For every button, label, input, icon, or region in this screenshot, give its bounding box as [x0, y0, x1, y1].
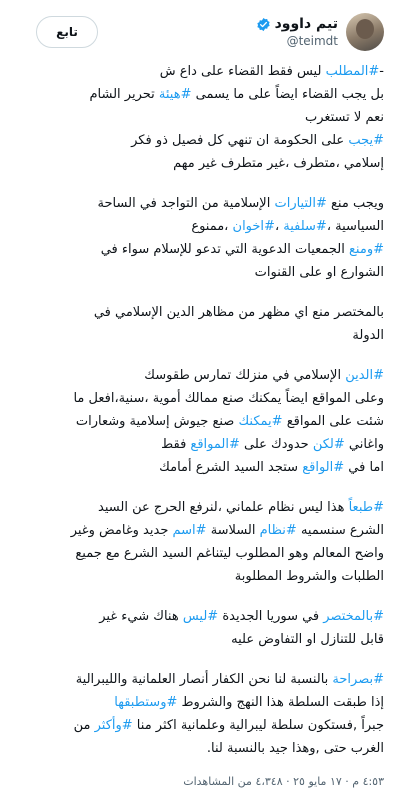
tweet-line	[16, 565, 384, 588]
tweet-text-segment: إسلامي ،متطرف ،غير متطرف غير مهم	[173, 156, 384, 171]
tweet-line	[16, 496, 384, 519]
author-handle[interactable]: @teimdt	[286, 34, 338, 48]
paragraph-gap	[16, 651, 384, 668]
paragraph-gap	[16, 175, 384, 192]
tweet-text-segment: ليس فقط القضاء على داع ش	[159, 64, 326, 79]
tweet-line	[16, 238, 384, 261]
tweet-text-segment: صنع جيوش إسلامية وشعارات	[75, 414, 239, 429]
tweet-text-segment: الإسلامي في منزلك تمارس طقوسك	[144, 368, 346, 383]
tweet-line	[16, 456, 384, 479]
tweet-text	[16, 60, 384, 760]
hashtag-link[interactable]: #سلفية	[283, 219, 327, 234]
hashtag-link[interactable]: #الدين	[345, 368, 384, 383]
tweet-text-segment: الشرع سنسميه	[296, 523, 384, 538]
tweet-line	[16, 106, 384, 129]
tweet-line	[16, 433, 384, 456]
view-count: ٤،٣٤٨	[255, 775, 283, 788]
name-row	[256, 16, 338, 32]
hashtag-link[interactable]: #نظام	[259, 523, 297, 538]
tweet-text-segment: ،	[274, 219, 284, 234]
hashtag-link[interactable]: #بصراحة	[332, 672, 384, 687]
tweet-text-segment: الشوارع او على القنوات	[254, 265, 384, 280]
view-count-label: من المشاهدات	[183, 775, 252, 788]
tweet-line	[16, 83, 384, 106]
hashtag-link[interactable]: #المواقع	[190, 437, 240, 452]
tweet-text-segment: -	[379, 64, 384, 79]
tweet-text-segment: تحرير الشام	[89, 87, 159, 102]
tweet-line	[16, 152, 384, 175]
hashtag-link[interactable]: #ليس	[182, 609, 219, 624]
tweet-line	[16, 668, 384, 691]
meta-separator: ·	[282, 775, 290, 788]
author-block[interactable]	[256, 13, 384, 51]
tweet-line	[16, 129, 384, 152]
verified-badge-icon	[256, 17, 271, 32]
hashtag-link[interactable]: #ومنع	[349, 242, 384, 257]
author-display-name[interactable]: تيم داوود	[274, 16, 338, 32]
tweet-line	[16, 542, 384, 565]
tweet-text-segment: الجمعيات الدعوية التي تدعو للإسلام سواء في	[100, 242, 350, 257]
tweet-text-segment: جبراً ,فستكون سلطة ليبرالية وعلمانية اكثر منا	[132, 718, 384, 733]
tweet-text-segment: بالنسبة لنا نحن الكفار أنصار العلمانية والليبرالية	[75, 672, 333, 687]
follow-button[interactable]: تابع	[36, 16, 98, 48]
author-names	[256, 16, 338, 48]
tweet-text-segment: الطلبات والشروط المطلوبة	[234, 569, 384, 584]
tweet-text-segment: هذا ليس نظام علماني ،لنرفع الحرج عن السيد	[98, 500, 349, 515]
hashtag-link[interactable]: #بالمختصر	[323, 609, 384, 624]
tweet-text-segment: السلاسة	[206, 523, 260, 538]
tweet-text-segment: قابل للتنازل او التفاوض عليه	[231, 632, 384, 647]
paragraph-gap	[16, 284, 384, 301]
paragraph-gap	[16, 347, 384, 364]
hashtag-link[interactable]: #اسم	[172, 523, 207, 538]
hashtag-link[interactable]: #يمكنك	[238, 414, 283, 429]
hashtag-link[interactable]: #المطلب	[325, 64, 380, 79]
tweet-text-segment: الإسلامية من التواجد في الساحة	[97, 196, 275, 211]
tweet-text-segment: واغاني	[344, 437, 384, 452]
tweet-text-segment: بل يجب القضاء ايضاً على ما يسمى	[191, 87, 384, 102]
tweet-line	[16, 605, 384, 628]
tweet-line	[16, 261, 384, 284]
tweet-meta	[16, 775, 384, 788]
tweet-timestamp[interactable]: ٤:٥٣ م · ١٧ مايو ٢٥	[293, 775, 384, 788]
tweet-line	[16, 691, 384, 714]
tweet-text-segment: بالمختصر منع اي مظهر من مظاهر الدين الإسلامي في	[93, 305, 384, 320]
paragraph-gap	[16, 588, 384, 605]
tweet-text-segment: جديد وغامض وغير	[70, 523, 173, 538]
tweet-line	[16, 714, 384, 737]
tweet-text-segment: اما في	[344, 460, 384, 475]
hashtag-link[interactable]: #وستطبقها	[114, 695, 178, 710]
tweet-text-segment: شئت على المواقع	[282, 414, 384, 429]
tweet-line	[16, 387, 384, 410]
tweet-line	[16, 60, 384, 83]
tweet-text-segment: على الحكومة ان تنهي كل فصيل ذو فكر	[131, 133, 349, 148]
tweet-text-segment: ،ممنوع	[191, 219, 233, 234]
hashtag-link[interactable]: #الواقع	[302, 460, 345, 475]
tweet-line	[16, 301, 384, 324]
tweet-text-segment: فقط	[161, 437, 191, 452]
tweet-text-segment: هناك شيء غير	[99, 609, 183, 624]
tweet-line	[16, 364, 384, 387]
tweet-line	[16, 628, 384, 651]
tweet-text-segment: نعم لا تستغرب	[304, 110, 384, 125]
tweet-text-segment: حدودك على	[239, 437, 313, 452]
avatar[interactable]	[346, 13, 384, 51]
tweet-text-segment: واضح المعالم وهو المطلوب ليتناغم السيد الشرع مع جميع	[75, 546, 384, 561]
tweet-line	[16, 192, 384, 215]
tweet-text-segment: وعلى المواقع ايضاً يمكنك صنع ممالك أموية ،سنية،افعل ما	[73, 391, 384, 406]
tweet-text-segment: إذا طبقت السلطة هذا النهج والشروط	[177, 695, 384, 710]
paragraph-gap	[16, 479, 384, 496]
hashtag-link[interactable]: #وأكثر	[94, 718, 133, 733]
tweet-line	[16, 324, 384, 347]
tweet-line	[16, 519, 384, 542]
tweet-text-segment: في سوريا الجديدة	[218, 609, 324, 624]
tweet-header	[16, 10, 384, 54]
hashtag-link[interactable]: #اخوان	[232, 219, 275, 234]
tweet-text-segment: الدولة	[352, 328, 384, 343]
hashtag-link[interactable]: #يجب	[348, 133, 384, 148]
hashtag-link[interactable]: #هيئة	[158, 87, 192, 102]
tweet-text-segment: ستجد السيد الشرع أمامك	[159, 460, 303, 475]
tweet-line	[16, 737, 384, 760]
tweet-text-segment: الغرب حتى ,وهذا جيد بالنسبة لنا.	[206, 741, 384, 756]
hashtag-link[interactable]: #التيارات	[274, 196, 327, 211]
hashtag-link[interactable]: #لكن	[312, 437, 345, 452]
tweet-text-segment: السياسية ،	[326, 219, 384, 234]
tweet-line	[16, 215, 384, 238]
tweet-text-segment: من	[73, 718, 95, 733]
tweet-line	[16, 410, 384, 433]
hashtag-link[interactable]: #طبعاً	[348, 500, 384, 515]
tweet-text-segment: ويجب منع	[326, 196, 384, 211]
